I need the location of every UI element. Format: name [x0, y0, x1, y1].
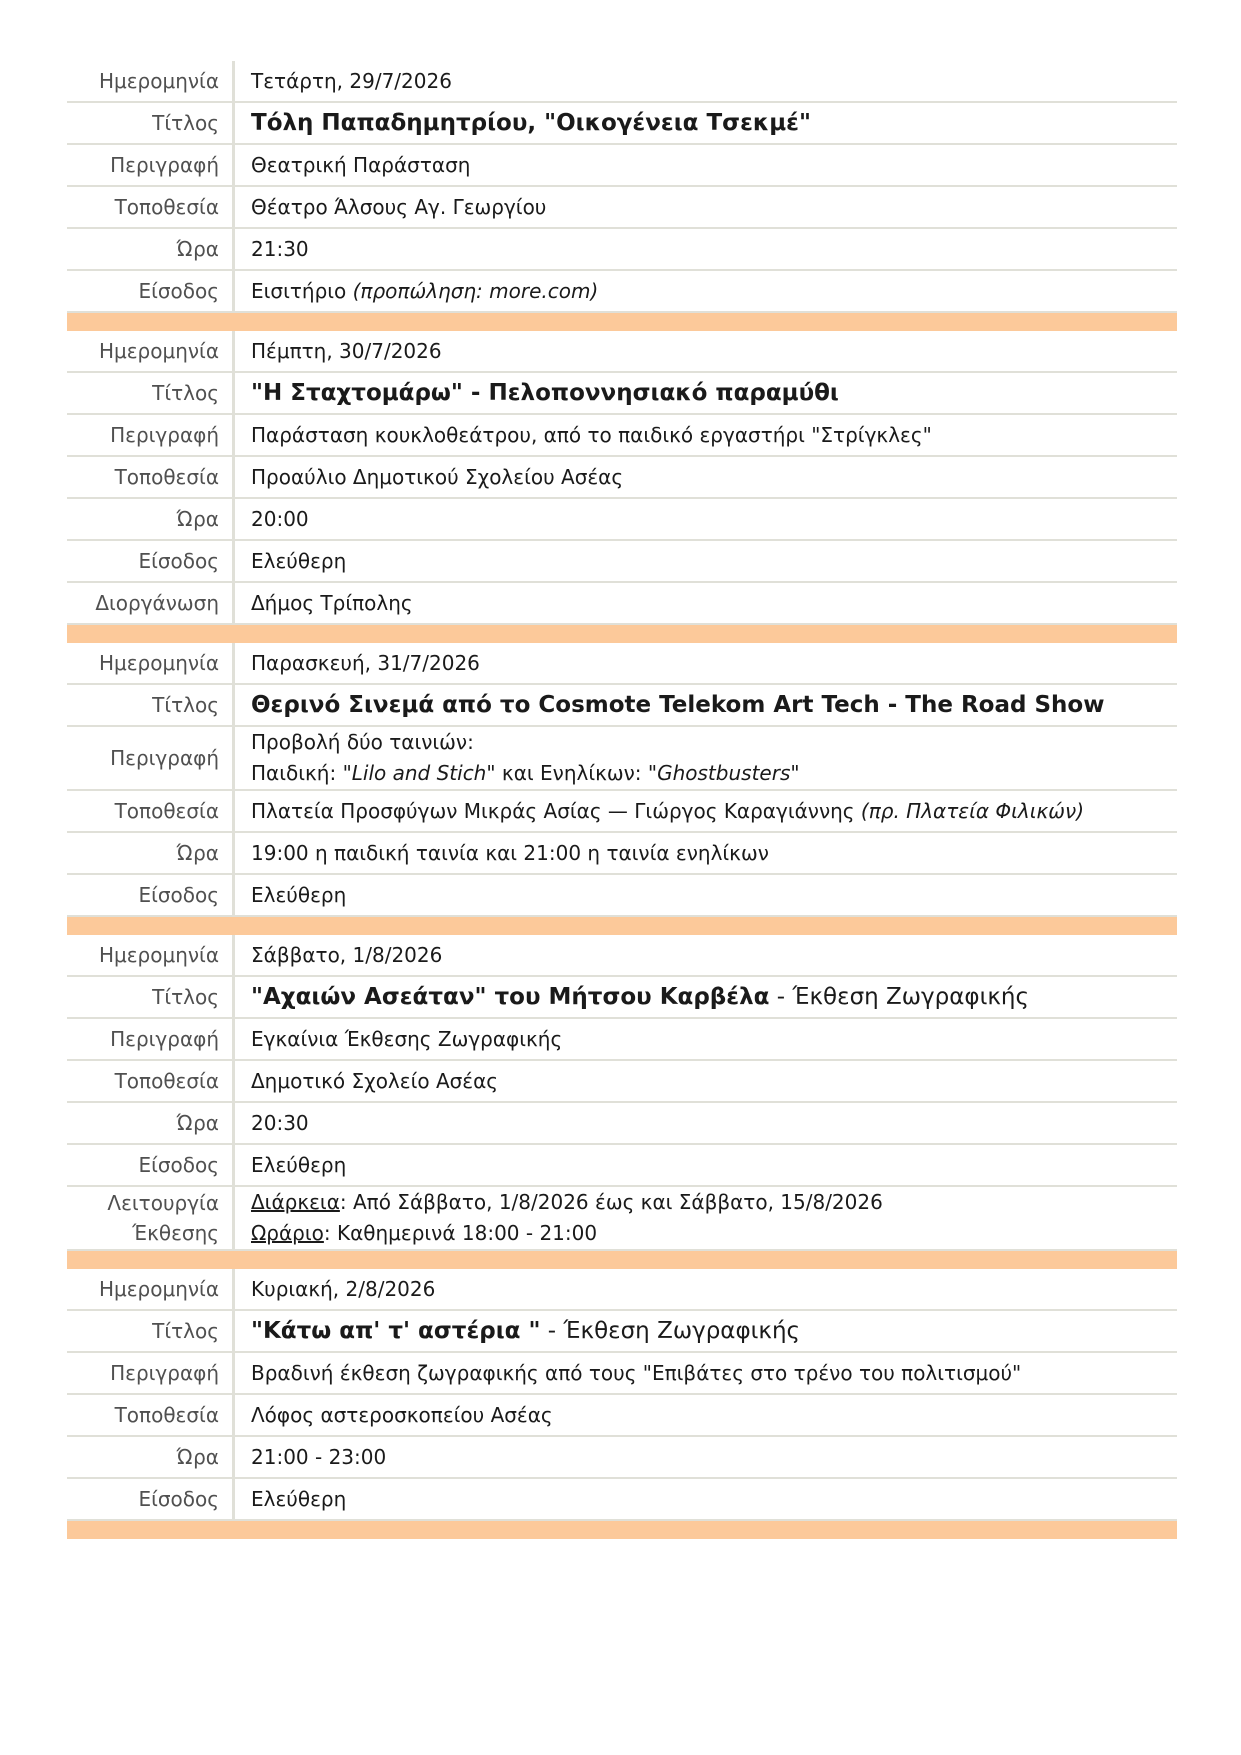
value-segment: Παιδική:: [251, 761, 343, 785]
event-block: [67, 61, 1177, 313]
event-row-title: [67, 685, 1177, 727]
field-label-text: Ώρα: [176, 507, 219, 531]
field-value: [232, 331, 1177, 371]
event-row-organizer: [67, 583, 1177, 625]
field-label-text: Είσοδος: [138, 1487, 219, 1511]
value-line: [251, 546, 1177, 577]
event-row-location: [67, 457, 1177, 499]
field-value: [232, 1019, 1177, 1059]
value-line: [251, 1218, 1177, 1249]
field-value: [232, 229, 1177, 269]
value-segment: Δημοτικό Σχολείο Ασέας: [251, 1068, 499, 1093]
field-label: [67, 935, 232, 975]
field-label: [67, 541, 232, 581]
field-value: [232, 187, 1177, 227]
field-label-text: Τίτλος: [152, 1319, 219, 1343]
event-row-title: [67, 1311, 1177, 1353]
value-segment: "Lilo and Stich": [342, 761, 496, 785]
field-label: [67, 1061, 232, 1101]
field-label: [67, 1353, 232, 1393]
field-value: [232, 415, 1177, 455]
field-label-text: Είσοδος: [138, 883, 219, 907]
field-label-text: Ώρα: [176, 237, 219, 261]
field-label: [67, 875, 232, 915]
event-row-description: [67, 145, 1177, 187]
value-line: [251, 1150, 1177, 1181]
value-segment: Πέμπτη, 30/7/2026: [251, 338, 442, 363]
value-segment: (προπώληση: more.com): [352, 278, 599, 303]
event-separator: [67, 917, 1177, 935]
field-value: [232, 1061, 1177, 1101]
value-segment: : Από Σάββατο, 1/8/2026 έως και Σάββατο, 15/8/2026: [339, 1190, 883, 1214]
value-segment: Λόφος αστεροσκοπείου Ασέας: [251, 1402, 553, 1427]
field-value: [232, 457, 1177, 497]
field-label: [67, 1437, 232, 1477]
event-row-exhibition-hours: [67, 1187, 1177, 1251]
field-value: [232, 833, 1177, 873]
field-label: [67, 977, 232, 1017]
value-segment: Βραδινή έκθεση ζωγραφικής από τους "Επιβάτες στο τρένο του πολιτισμού": [251, 1360, 1022, 1385]
value-line: [251, 1316, 1177, 1347]
value-line: [251, 108, 1177, 139]
event-row-title: [67, 977, 1177, 1019]
field-label-text: Τοποθεσία: [114, 1069, 219, 1093]
field-label: [67, 1395, 232, 1435]
field-label-text: Περιγραφή: [110, 1361, 219, 1385]
field-label-text: Περιγραφή: [110, 746, 219, 770]
field-value: [232, 1145, 1177, 1185]
field-value: [232, 685, 1177, 725]
value-segment: Θεατρική Παράσταση: [251, 152, 471, 177]
value-segment: 20:30: [251, 1110, 309, 1135]
field-value: [232, 1311, 1177, 1351]
field-label-text: Τίτλος: [152, 381, 219, 405]
event-row-date: [67, 1269, 1177, 1311]
field-value: [232, 1187, 1177, 1249]
value-segment: Θέατρο Άλσους Αγ. Γεωργίου: [251, 194, 547, 219]
event-separator: [67, 625, 1177, 643]
value-line: [251, 1400, 1177, 1431]
field-label-text: Τίτλος: [152, 111, 219, 135]
field-value: [232, 977, 1177, 1017]
value-line: [251, 1484, 1177, 1515]
value-segment: Παρασκευή, 31/7/2026: [251, 650, 480, 675]
field-label-text: Τοποθεσία: [114, 465, 219, 489]
event-row-entry: [67, 1479, 1177, 1521]
value-segment: Τόλη Παπαδημητρίου, "Οικογένεια Τσεκμέ": [251, 109, 811, 136]
event-row-date: [67, 61, 1177, 103]
field-label: [67, 1269, 232, 1309]
field-label: [67, 833, 232, 873]
event-row-time: [67, 499, 1177, 541]
value-line: [251, 66, 1177, 97]
value-segment: Ελεύθερη: [251, 1152, 347, 1177]
field-label-text: Ημερομηνία: [98, 1277, 219, 1301]
value-line: [251, 192, 1177, 223]
field-label: [67, 271, 232, 311]
field-label-text: Ώρα: [176, 1445, 219, 1469]
value-segment: Πλατεία Προσφύγων Μικράς Ασίας — Γιώργος Καραγιάννης: [251, 798, 861, 823]
field-label: [67, 685, 232, 725]
field-label: [67, 1479, 232, 1519]
field-value: [232, 1103, 1177, 1143]
field-value: [232, 373, 1177, 413]
field-value: [232, 1437, 1177, 1477]
value-segment: Ωράριο: [251, 1221, 324, 1245]
field-label: [67, 229, 232, 269]
value-segment: Προβολή δύο ταινιών:: [251, 730, 474, 754]
event-row-location: [67, 1061, 1177, 1103]
value-line: [251, 1066, 1177, 1097]
field-value: [232, 1395, 1177, 1435]
event-row-time: [67, 833, 1177, 875]
value-segment: Ελεύθερη: [251, 1486, 347, 1511]
field-label-text: Ημερομηνία: [98, 943, 219, 967]
field-label-text: Ημερομηνία: [98, 69, 219, 93]
value-line: [251, 648, 1177, 679]
value-segment: "Κάτω απ' τ' αστέρια ": [251, 1317, 541, 1344]
value-line: [251, 150, 1177, 181]
event-separator: [67, 1521, 1177, 1539]
value-line: [251, 1274, 1177, 1305]
field-label: [67, 727, 232, 789]
value-segment: Ελεύθερη: [251, 882, 347, 907]
event-row-entry: [67, 541, 1177, 583]
field-label-text: Τοποθεσία: [114, 195, 219, 219]
event-row-description: [67, 415, 1177, 457]
value-line: [251, 378, 1177, 409]
field-label: [67, 187, 232, 227]
field-label: [67, 1103, 232, 1143]
value-line: [251, 504, 1177, 535]
event-row-date: [67, 643, 1177, 685]
field-label-text: Περιγραφή: [110, 1027, 219, 1051]
events-table: [67, 61, 1177, 1539]
field-label: [67, 331, 232, 371]
event-separator: [67, 1251, 1177, 1269]
field-label-text: Τοποθεσία: [114, 1403, 219, 1427]
value-segment: - Έκθεση Ζωγραφικής: [769, 983, 1030, 1010]
event-row-description: [67, 1019, 1177, 1061]
value-segment: 21:00 - 23:00: [251, 1444, 387, 1469]
value-segment: Κυριακή, 2/8/2026: [251, 1276, 436, 1301]
field-value: [232, 727, 1177, 789]
field-label: [67, 643, 232, 683]
value-segment: (πρ. Πλατεία Φιλικών): [860, 798, 1085, 823]
value-line: [251, 1108, 1177, 1139]
value-line: [251, 462, 1177, 493]
event-row-date: [67, 331, 1177, 373]
field-value: [232, 1269, 1177, 1309]
field-label-text: Ημερομηνία: [98, 651, 219, 675]
field-label-text: Τίτλος: [152, 693, 219, 717]
field-label-text: Περιγραφή: [110, 153, 219, 177]
field-label-text: Λειτουργία: [107, 1191, 219, 1215]
value-line: [251, 234, 1177, 265]
value-line: [251, 420, 1177, 451]
field-label: [67, 791, 232, 831]
value-line: [251, 880, 1177, 911]
field-label: [67, 103, 232, 143]
event-row-entry: [67, 875, 1177, 917]
field-label-text: Ώρα: [176, 841, 219, 865]
value-segment: Τετάρτη, 29/7/2026: [251, 68, 452, 93]
value-line: [251, 727, 1177, 758]
value-segment: 21:30: [251, 236, 309, 261]
field-value: [232, 499, 1177, 539]
value-line: [251, 276, 1177, 307]
value-segment: Εγκαίνια Έκθεσης Ζωγραφικής: [251, 1026, 563, 1051]
event-row-title: [67, 103, 1177, 145]
event-block: [67, 1269, 1177, 1521]
value-line: [251, 588, 1177, 619]
value-segment: 19:00 η παιδική ταινία και 21:00 η ταινία ενηλίκων: [251, 840, 769, 865]
event-row-location: [67, 1395, 1177, 1437]
value-segment: "Ghostbusters": [647, 761, 800, 785]
event-block: [67, 643, 1177, 917]
field-value: [232, 1479, 1177, 1519]
field-label: [67, 61, 232, 101]
event-row-location: [67, 791, 1177, 833]
field-label-text: Περιγραφή: [110, 423, 219, 447]
field-label: [67, 499, 232, 539]
event-row-description: [67, 727, 1177, 791]
event-row-date: [67, 935, 1177, 977]
value-segment: και Ενηλίκων:: [495, 761, 648, 785]
field-label-text: Είσοδος: [138, 549, 219, 573]
value-segment: Παράσταση κουκλοθεάτρου, από το παιδικό εργαστήρι "Στρίγκλες": [251, 422, 932, 447]
value-segment: - Έκθεση Ζωγραφικής: [540, 1317, 801, 1344]
field-label-text: Είσοδος: [138, 279, 219, 303]
value-segment: Θερινό Σινεμά από το Cosmote Telekom Art Tech - The Road Show: [251, 691, 1105, 718]
field-value: [232, 935, 1177, 975]
event-row-location: [67, 187, 1177, 229]
field-label-text: Έκθεσης: [132, 1221, 219, 1245]
field-label: [67, 1187, 232, 1249]
event-row-time: [67, 1103, 1177, 1145]
field-label: [67, 583, 232, 623]
field-value: [232, 643, 1177, 683]
value-segment: : Καθημερινά 18:00 - 21:00: [323, 1221, 598, 1245]
value-segment: Διάρκεια: [251, 1190, 340, 1214]
event-row-entry: [67, 1145, 1177, 1187]
value-line: [251, 690, 1177, 721]
field-label: [67, 1145, 232, 1185]
field-label: [67, 1311, 232, 1351]
field-label: [67, 145, 232, 185]
field-value: [232, 145, 1177, 185]
value-segment: Ελεύθερη: [251, 548, 347, 573]
event-row-time: [67, 229, 1177, 271]
field-label-text: Ώρα: [176, 1111, 219, 1135]
event-row-description: [67, 1353, 1177, 1395]
field-value: [232, 103, 1177, 143]
field-value: [232, 1353, 1177, 1393]
field-label: [67, 457, 232, 497]
field-value: [232, 583, 1177, 623]
field-value: [232, 875, 1177, 915]
value-line: [251, 336, 1177, 367]
value-line: [251, 982, 1177, 1013]
field-value: [232, 61, 1177, 101]
field-label: [67, 415, 232, 455]
value-segment: "Αχαιών Ασεάταν" του Μήτσου Καρβέλα: [251, 983, 770, 1010]
event-block: [67, 935, 1177, 1251]
event-row-title: [67, 373, 1177, 415]
field-label-text: Ημερομηνία: [98, 339, 219, 363]
value-line: [251, 1024, 1177, 1055]
value-line: [251, 758, 1177, 789]
value-segment: Σάββατο, 1/8/2026: [251, 942, 443, 967]
value-line: [251, 796, 1177, 827]
field-label: [67, 373, 232, 413]
field-label-text: Διοργάνωση: [95, 591, 219, 615]
field-label: [67, 1019, 232, 1059]
field-label-text: Είσοδος: [138, 1153, 219, 1177]
value-line: [251, 940, 1177, 971]
field-value: [232, 541, 1177, 581]
value-line: [251, 838, 1177, 869]
value-line: [251, 1358, 1177, 1389]
event-row-time: [67, 1437, 1177, 1479]
field-value: [232, 271, 1177, 311]
field-label-text: Τοποθεσία: [114, 799, 219, 823]
event-row-entry: [67, 271, 1177, 313]
event-separator: [67, 313, 1177, 331]
value-segment: Εισιτήριο: [251, 278, 353, 303]
value-segment: Προαύλιο Δημοτικού Σχολείου Ασέας: [251, 464, 624, 489]
value-segment: Δήμος Τρίπολης: [251, 590, 413, 615]
value-line: [251, 1187, 1177, 1218]
field-value: [232, 791, 1177, 831]
event-block: [67, 331, 1177, 625]
field-label-text: Τίτλος: [152, 985, 219, 1009]
value-segment: "Η Σταχτομάρω" - Πελοποννησιακό παραμύθι: [251, 379, 839, 406]
value-line: [251, 1442, 1177, 1473]
value-segment: 20:00: [251, 506, 309, 531]
